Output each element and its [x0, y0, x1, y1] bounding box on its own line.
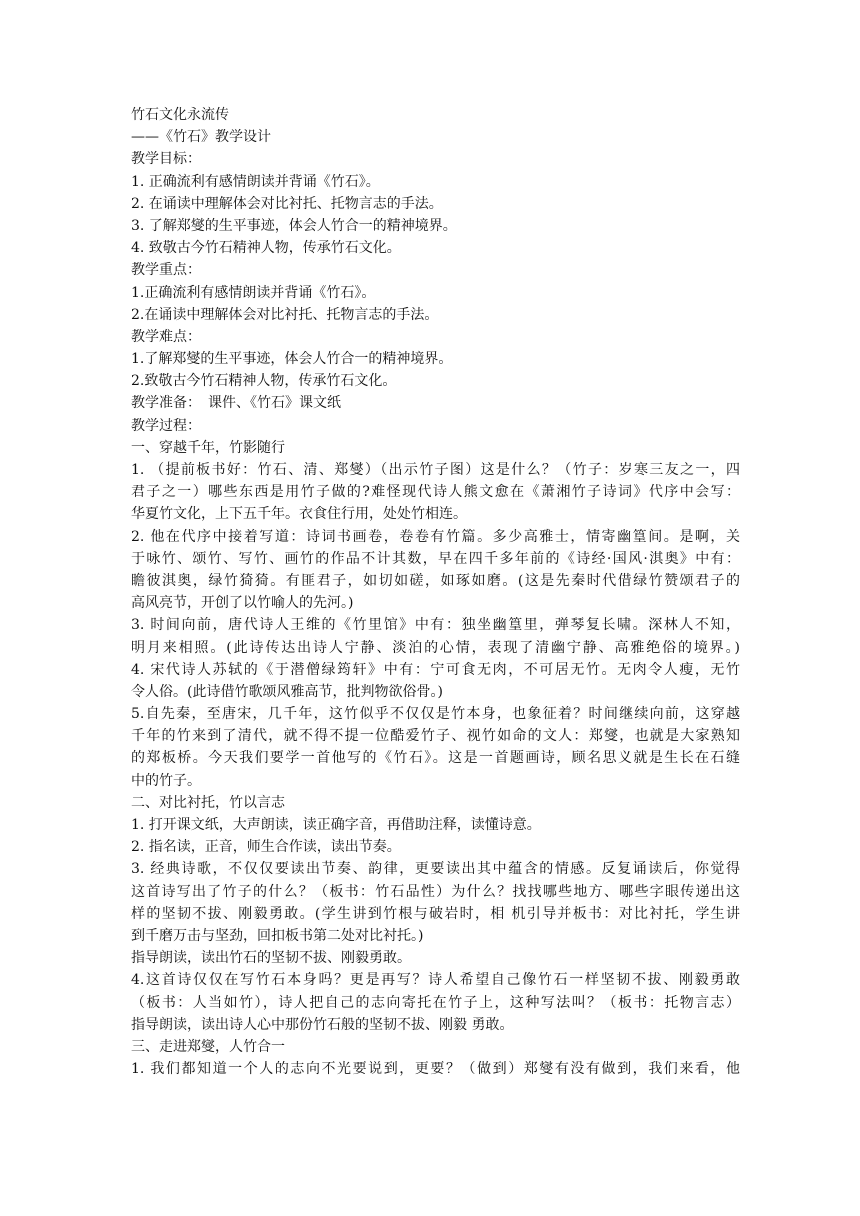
text-line: 于咏竹、颂竹、写竹、画竹的作品不计其数，早在四千多年前的《诗经·国风·淇奥》中有： [131, 550, 740, 567]
text-line: 教学难点： [131, 328, 201, 345]
text-line: 1.正确流利有感情朗读并背诵《竹石》。 [131, 284, 376, 301]
text-line: 明月来相照。(此诗传达出诗人宁静、淡泊的心情，表现了清幽宁静、高雅绝俗的境界。) [131, 639, 740, 656]
text-line: 5.自先秦，至唐宋，几千年，这竹似乎不仅仅是竹本身，也象征着？时间继续向前，这穿越 [131, 706, 740, 723]
text-line: ——《竹石》教学设计 [131, 129, 271, 146]
text-line: 一、穿越千年，竹影随行 [131, 439, 285, 456]
text-line: 教学目标： [131, 151, 201, 168]
text-line: 的郑板桥。今天我们要学一首他写的《竹石》。这是一首题画诗，顾名思义就是生长在石缝 [131, 750, 740, 767]
text-line: 1. 我们都知道一个人的志向不光要说到，更要？（做到）郑燮有没有做到，我们来看，他 [131, 1061, 740, 1078]
text-line: 3. 时间向前，唐代诗人王维的《竹里馆》中有：独坐幽篁里，弹琴复长啸。深林人不知， [131, 617, 740, 634]
text-line: 4. 致敬古今竹石精神人物，传承竹石文化。 [131, 240, 401, 257]
text-line: 3. 经典诗歌，不仅仅要读出节奏、韵律，更要读出其中蕴含的情感。反复诵读后，你觉得 [131, 861, 740, 878]
text-line: 教学过程： [131, 417, 201, 434]
text-line: 三、走进郑燮，人竹合一 [131, 1038, 285, 1055]
text-line: 教学重点： [131, 262, 201, 279]
text-line: 2. 在诵读中理解体会对比衬托、托物言志的手法。 [131, 195, 443, 212]
text-line: 高风亮节，开创了以竹喻人的先河。) [131, 595, 354, 612]
text-line: 指导朗读，读出竹石的坚韧不拔、刚毅勇敢。 [131, 950, 411, 967]
text-line: 3. 了解郑燮的生平事迹，体会人竹合一的精神境界。 [131, 217, 457, 234]
text-line: 教学准备： 课件、《竹石》课文纸 [131, 395, 341, 412]
text-line: 中的竹子。 [131, 772, 201, 789]
text-line: 指导朗读，读出诗人心中那份竹石般的坚韧不拔、刚毅 勇敢。 [131, 1016, 514, 1033]
text-line: 竹石文化永流传 [131, 107, 229, 123]
text-line: 4.这首诗仅仅在写竹石本身吗？更是再写？诗人希望自己像竹石一样坚韧不拔、刚毅勇敢 [131, 972, 740, 989]
text-line: （板书：人当如竹），诗人把自己的志向寄托在竹子上，这种写法叫？（板书：托物言志） [131, 994, 740, 1011]
text-line: 瞻彼淇奥，绿竹猗猗。有匪君子，如切如磋，如琢如磨。(这是先秦时代借绿竹赞颂君子的 [131, 572, 740, 589]
text-line: 令人俗。(此诗借竹歌颂风雅高节，批判物欲俗骨。) [131, 683, 443, 700]
text-line: 样的坚韧不拔、刚毅勇敢。(学生讲到竹根与破岩时，相 机引导并板书：对比衬托，学生讲 [131, 905, 740, 922]
text-line: 1. 正确流利有感情朗读并背诵《竹石》。 [131, 173, 380, 190]
text-line: 千年的竹来到了清代，就不得不提一位酷爱竹子、视竹如命的文人：郑燮，也就是大家熟知 [131, 728, 740, 745]
text-line: 2.致敬古今竹石精神人物，传承竹石文化。 [131, 373, 397, 390]
text-line: 华夏竹文化，上下五千年。衣食住行用，处处竹相连。 [131, 506, 467, 523]
text-line: 2. 他在代序中接着写道：诗词书画卷，卷卷有竹篇。多少高雅士，情寄幽篁间。是啊，关 [131, 528, 740, 545]
text-line: 4. 宋代诗人苏轼的《于潜僧绿筠轩》中有：宁可食无肉，不可居无竹。无肉令人瘦，无竹 [131, 661, 740, 678]
text-line: 君子之一）哪些东西是用竹子做的?难怪现代诗人熊文愈在《萧湘竹子诗词》代序中会写： [131, 484, 740, 501]
text-line: 1. （提前板书好：竹石、清、郑燮）（出示竹子图）这是什么？（竹子：岁寒三友之一，四 [131, 462, 740, 478]
document-body [131, 104, 740, 1080]
text-line: 这首诗写出了竹子的什么？（板书：竹石品性）为什么？找找哪些地方、哪些字眼传递出这 [131, 883, 740, 900]
text-line: 2. 指名读，正音，师生合作读，读出节奏。 [131, 839, 401, 856]
text-line: 1. 打开课文纸，大声朗读，读正确字音，再借助注释，读懂诗意。 [131, 817, 541, 833]
text-line: 1.了解郑燮的生平事迹，体会人竹合一的精神境界。 [131, 351, 453, 368]
text-line: 2.在诵读中理解体会对比衬托、托物言志的手法。 [131, 306, 439, 323]
text-line: 到千磨万击与坚劲，回扣板书第二处对比衬托。) [131, 927, 424, 944]
text-line: 二、对比衬托，竹以言志 [131, 794, 285, 811]
